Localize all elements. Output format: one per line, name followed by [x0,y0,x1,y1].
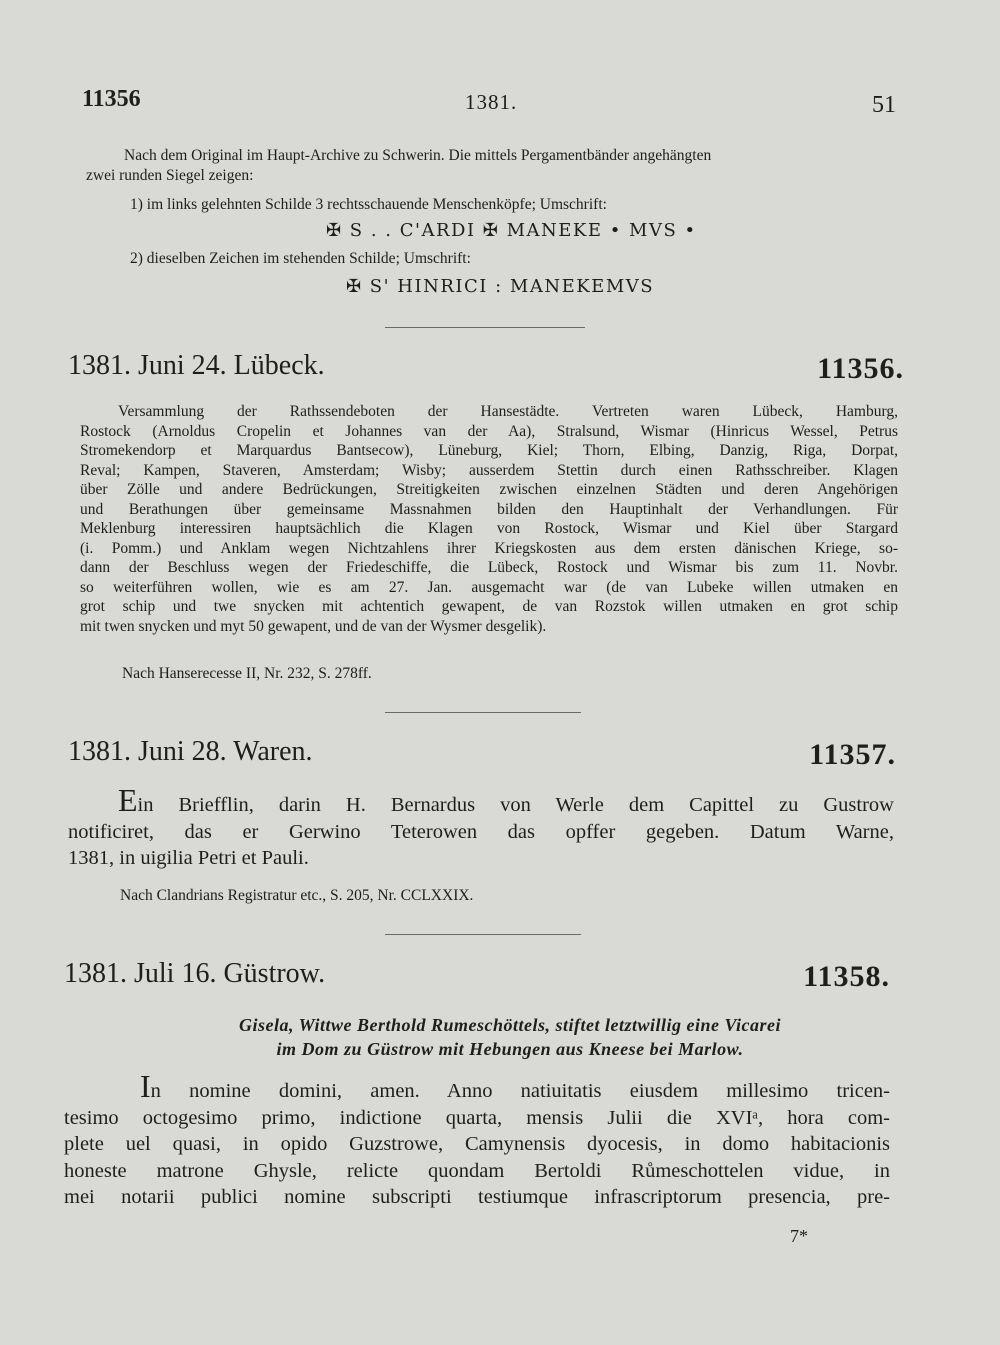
summary-line: Gisela, Wittwe Berthold Rumeschöttels, stiftet letztwillig eine Vicarei [238,1015,781,1035]
body-line: Rostock (Arnoldus Cropelin et Johannes van der Aa), Stralsund, Wismar (Hinricus Wessel, Petrus [80,422,898,440]
body-line: plete uel quasi, in opido Guzstrowe, Camynensis dyocesis, in domo habitacionis [64,1133,890,1155]
body-line [68,782,894,819]
header-year: 1381. [465,90,518,114]
body-line: Meklenburg interessiren hauptsächlich die Klagen von Rostock, Wismar und Kiel über Stargard [80,520,898,537]
drop-cap: E [118,782,138,818]
body-line: Reval; Kampen, Staveren, Amsterdam; Wisby; ausserdem Stettin durch einen Rathsschreiber. Klagen [80,461,898,479]
body-line: honeste matrone Ghysle, relicte quondam Bertoldi Růmeschottelen vidue, in [64,1159,890,1182]
entry-date: 1381. Juni 28. Waren. [68,736,313,767]
entry-body [64,1068,890,1211]
drop-cap: I [140,1068,151,1104]
body-line-text: n nomine domini, amen. Anno natiuitatis eiusdem millesimo tricen- [150,1080,890,1102]
intro-note [86,146,902,185]
body-line: Stromekendorp et Marquardus Bantsecow), Lüneburg, Kiel; Thorn, Elbing, Danzig, Riga, Dorpat, [80,442,898,459]
entry-source: Nach Clandrians Registratur etc., S. 205, Nr. CCLXXIX. [120,887,474,904]
body-line: tesimo octogesimo primo, indictione quarta, mensis Julii die XVIᵃ, hora com- [64,1106,890,1129]
body-line-text: in Briefflin, darin H. Bernardus von Werle dem Capittel zu Gustrow [137,794,894,816]
body-line: dann der Beschluss wegen der Friedeschiffe, die Lübeck, Rostock und Wismar bis zum 11. Novbr. [80,559,898,576]
entry-body [68,782,894,872]
body-line: grot schip und twe snycken mit achtentich gewapent, de van Rozstok willen utmaken en grot schip [80,598,898,615]
entry-summary [120,1013,900,1061]
entry-number: 11357. [809,738,896,771]
body-line: Versammlung der Rathssendeboten der Hansestädte. Vertreten waren Lübeck, Hamburg, [118,403,898,420]
entry-heading [64,958,890,994]
summary-line: im Dom zu Güstrow mit Hebungen aus Kneese bei Marlow. [276,1039,744,1059]
divider [385,712,581,713]
signature-mark: 7* [790,1226,808,1246]
body-line: mit twen snycken und myt 50 gewapent, und de van der Wysmer desgelik). [80,617,547,635]
body-line: notificiret, das er Gerwino Teterowen das opffer gegeben. Datum Warne, [68,820,894,843]
divider [385,934,581,935]
entry-date: 1381. Juni 24. Lübeck. [68,350,325,381]
body-line: und Berathungen über gemeinsame Massnahmen bilden den Hauptinhalt der Verhandlungen. Für [80,500,898,518]
body-line: 1381, in uigilia Petri et Pauli. [68,847,309,869]
body-line: über Zölle und andere Bedrückungen, Streitigkeiten zwischen einzelnen Städten und deren Angehörigen [80,481,898,498]
intro-line: Nach dem Original im Haupt-Archive zu Schwerin. Die mittels Pergamentbänder angehängten [124,147,712,164]
entry-heading [68,736,896,772]
divider [385,327,585,328]
body-line: so weiterführen wollen, wie es am 27. Jan. ausgemacht war (de van Lubeke willen utmaken en [80,578,898,596]
entry-source: Nach Hanserecesse II, Nr. 232, S. 278ff. [122,665,372,682]
seal2-inscription: ✠ S' HINRICI : MANEKEMVS [346,276,655,297]
page-number: 51 [872,92,896,118]
seal1-caption: 1) im links gelehnten Schilde 3 rechtsschauende Menschenköpfe; Umschrift: [130,196,607,213]
intro-line: zwei runden Siegel zeigen: [86,166,254,184]
body-line: mei notarii publici nomine subscripti testiumque infrascriptorum presencia, pre- [64,1186,890,1208]
seal2-caption: 2) dieselben Zeichen im stehenden Schilde; Umschrift: [130,250,471,267]
entry-body [80,402,898,636]
header-record-number: 11356 [82,86,141,112]
entry-number: 11356. [817,352,904,385]
seal1-inscription: ✠ S . . C'ARDI ✠ MANEKE • MVS • [326,220,697,241]
body-line: (i. Pomm.) und Anklam wegen Nichtzahlens ihrer Kriegskosten aus dem ersten dänischen Kriege, so- [80,539,898,557]
body-line [64,1068,890,1105]
entry-heading [68,350,904,386]
entry-date: 1381. Juli 16. Güstrow. [64,958,326,989]
entry-number: 11358. [803,960,890,993]
